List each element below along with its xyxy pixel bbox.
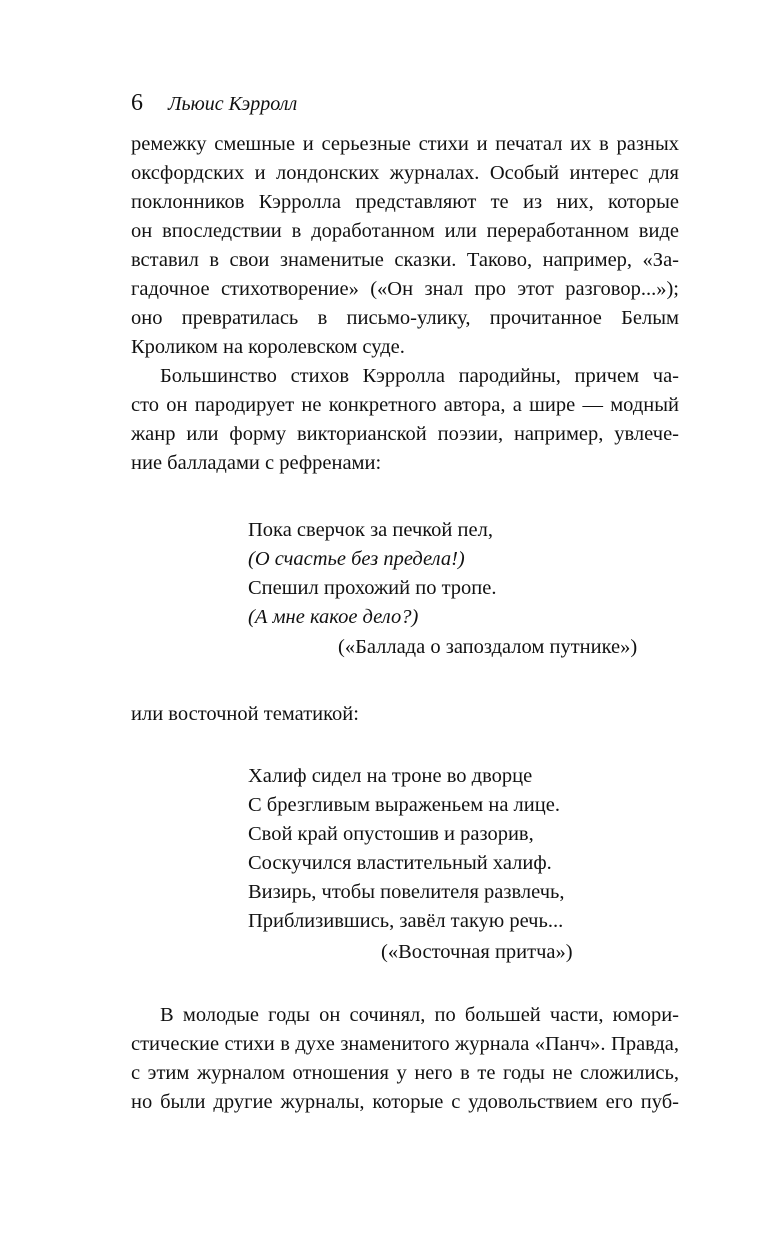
verse-line: Спешил прохожий по тропе. — [248, 577, 497, 599]
text-line: он впоследствии в доработанном или переработанном виде — [131, 220, 679, 242]
text-line: вставил в свои знаменитые сказки. Таково, например, «За- — [131, 249, 679, 271]
text-line: поклонников Кэрролла представляют те из них, которые — [131, 191, 679, 213]
text-line: но были другие журналы, которые с удовольствием его пуб- — [131, 1091, 679, 1113]
text-line: оксфордских и лондонских журналах. Особый интерес для — [131, 162, 679, 184]
text-line: Кроликом на королевском суде. — [131, 336, 405, 358]
verse-refrain: (А мне какое дело?) — [248, 606, 419, 628]
verse-line: Приблизившись, завёл такую речь... — [248, 910, 564, 932]
text-line: стические стихи в духе знаменитого журнала «Панч». Правда, — [131, 1033, 679, 1055]
verse-line: Визирь, чтобы повелителя развлечь, — [248, 881, 565, 903]
verse-line: Халиф сидел на троне во дворце — [248, 765, 533, 787]
text-line: ние балладами с рефренами: — [131, 452, 382, 474]
poem-source: («Восточная притча») — [381, 941, 573, 963]
page-number: 6 — [131, 90, 143, 116]
poem-source: («Баллада о запоздалом путнике») — [338, 636, 638, 658]
verse-refrain: (О счастье без предела!) — [248, 548, 465, 570]
text-line: жанр или форму викторианской поэзии, например, увлече- — [131, 423, 679, 445]
verse-line: Пока сверчок за печкой пел, — [248, 519, 493, 541]
verse-line: Соскучился властительный халиф. — [248, 852, 552, 874]
verse-line: С брезгливым выраженьем на лице. — [248, 794, 560, 816]
text-line: с этим журналом отношения у него в те годы не сложились, — [131, 1062, 679, 1084]
text-line: оно превратилась в письмо-улику, прочитанное Белым — [131, 307, 679, 329]
text-line: ремежку смешные и серьезные стихи и печатал их в разных — [131, 133, 679, 155]
connector-text: или восточной тематикой: — [131, 703, 359, 725]
running-head: Льюис Кэрролл — [168, 93, 298, 115]
text-line: сто он пародирует не конкретного автора, а шире — модный — [131, 394, 679, 416]
verse-line: Свой край опустошив и разорив, — [248, 823, 534, 845]
text-line: Большинство стихов Кэрролла пародийны, причем ча- — [160, 365, 679, 387]
text-line: В молодые годы он сочинял, по большей части, юмори- — [160, 1004, 679, 1026]
text-line: гадочное стихотворение» («Он знал про этот разговор...»); — [131, 278, 679, 300]
